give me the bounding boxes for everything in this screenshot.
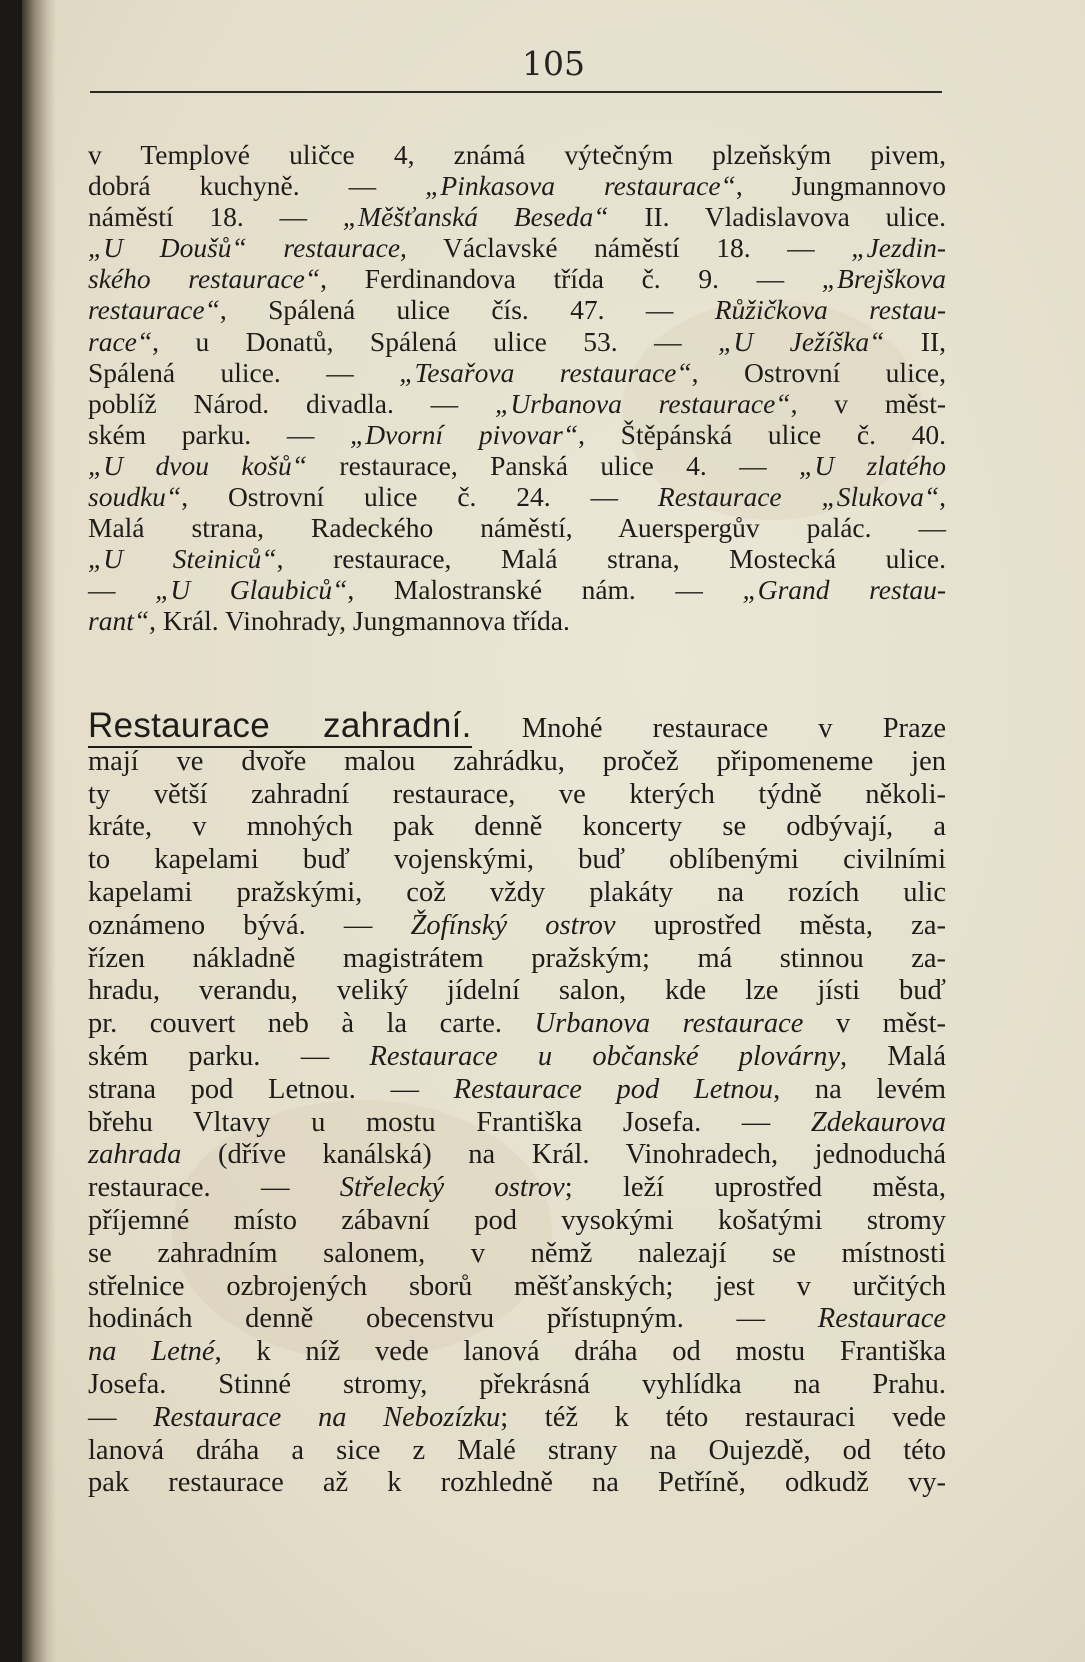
text-run: lanová dráha a sice z Malé strany na Oujezdě, od této	[88, 1434, 946, 1466]
text-run: (dříve kanálská) na Král. Vinohradech, jednoduchá	[181, 1139, 946, 1171]
text-run: hodinách denně obecenstvu přístupným. —	[88, 1303, 818, 1335]
italic-name: rant“	[88, 605, 150, 637]
text-line	[88, 326, 946, 357]
text-run: ském parku. —	[88, 1040, 370, 1072]
text-run: , Štěpánská ulice č. 40.	[578, 418, 947, 450]
text-run: uprostřed města, za-	[615, 909, 946, 941]
text-line	[88, 1008, 946, 1041]
text-run: řízen nákladně magistrátem pražským; má stinnou za-	[88, 942, 946, 974]
text-line	[88, 706, 946, 746]
text-run: ; též k této restauraci vede	[500, 1401, 946, 1433]
italic-name: „U Glaubiců“	[155, 574, 348, 606]
text-line	[88, 1139, 946, 1172]
italic-name: Střelecký ostrov	[339, 1172, 565, 1204]
text-line	[88, 1172, 946, 1205]
text-run: to kapelami buď vojenskými, buď oblíbenými civilními	[88, 844, 946, 876]
text-run: ském parku. —	[88, 418, 350, 450]
italic-name: „U Ježíška“	[718, 325, 885, 357]
page-number: 105	[522, 44, 585, 83]
text-line	[88, 450, 946, 481]
italic-name: Restaurace na Nebozízku	[153, 1401, 501, 1433]
italic-name: Zdekaurova	[810, 1106, 946, 1138]
text-line	[88, 574, 946, 605]
italic-name: Restaurace „Slukova“	[657, 481, 940, 513]
text-run: Mnohé restaurace v Praze	[471, 713, 946, 744]
text-line	[88, 943, 946, 976]
text-run: strana pod Letnou. —	[88, 1073, 454, 1105]
italic-name: „U Doušů“ restaurace,	[88, 232, 407, 264]
text-line	[88, 232, 946, 263]
text-run: příjemné místo zábavní pod vysokými košatými stromy	[88, 1204, 946, 1236]
text-line	[88, 1336, 946, 1369]
text-run: v Templové uličce 4, známá výtečným plzeňským pivem,	[88, 139, 946, 170]
book-page	[22, 0, 1085, 1662]
text-line	[88, 1467, 946, 1500]
text-line	[88, 201, 946, 232]
text-line	[88, 543, 946, 574]
text-run: , Ostrovní ulice,	[691, 356, 946, 388]
text-line	[88, 388, 946, 419]
text-line	[88, 1107, 946, 1140]
text-run: , Král. Vinohrady, Jungmannova třída.	[149, 605, 570, 637]
text-line	[88, 910, 946, 943]
text-run: , Malá	[840, 1040, 946, 1072]
text-run: ,	[939, 481, 946, 513]
text-run: II,	[884, 325, 946, 357]
text-run: poblíž Národ. divadla. —	[88, 387, 496, 419]
text-line	[88, 877, 946, 910]
text-line	[88, 263, 946, 294]
italic-name: „Dvorní pivovar“	[349, 418, 579, 450]
italic-name: „Brejškova	[821, 263, 946, 295]
text-line	[88, 1303, 946, 1336]
text-run: hradu, verandu, veliký jídelní salon, kde lze jísti buď	[88, 975, 946, 1007]
italic-name: „Tesařova restaurace“	[399, 356, 692, 388]
italic-name: „U dvou košů“	[88, 449, 308, 481]
text-run: Spálená ulice. —	[88, 356, 400, 388]
text-run: ; leží uprostřed města,	[564, 1172, 946, 1204]
text-run: restaurace. —	[88, 1172, 340, 1204]
text-line	[88, 294, 946, 325]
text-run: pak restaurace až k rozhledně na Petříně, odkudž vy-	[88, 1467, 946, 1499]
header-rule	[90, 91, 942, 93]
text-line	[88, 1205, 946, 1238]
text-run: , restaurace, Malá strana, Mostecká ulice.	[276, 543, 946, 575]
text-line	[88, 746, 946, 779]
italic-name: Restaurace u občanské plovárny	[369, 1040, 841, 1072]
italic-name: „Měšťanská Beseda“	[342, 201, 609, 233]
text-run: restaurace, Panská ulice 4. —	[307, 449, 800, 481]
text-line	[88, 1238, 946, 1271]
italic-name: Restaurace pod Letnou	[453, 1073, 774, 1105]
text-line	[88, 844, 946, 877]
text-run: , na levém	[773, 1073, 946, 1105]
text-line	[88, 1402, 946, 1435]
italic-name: „Jezdin-	[851, 232, 946, 264]
italic-name: restaurace“	[88, 294, 220, 326]
text-run: —	[88, 1401, 154, 1433]
text-run: —	[88, 574, 156, 606]
text-run: náměstí 18. —	[88, 201, 343, 233]
section-heading: Restaurace zahradní.	[88, 706, 472, 748]
italic-name: „U zlatého	[799, 449, 947, 481]
text-run: dobrá kuchyně. —	[88, 170, 426, 202]
text-run: kráte, v mnohých pak denně koncerty se odbývají, a	[88, 811, 946, 843]
italic-name: race“	[88, 325, 153, 357]
italic-name: zahrada	[88, 1139, 182, 1171]
text-line	[88, 512, 946, 543]
text-line	[88, 1041, 946, 1074]
text-line	[88, 975, 946, 1008]
text-run: , u Donatů, Spálená ulice 53. —	[152, 325, 719, 357]
italic-name: „Pinkasova restaurace“	[425, 170, 736, 202]
text-line	[88, 170, 946, 201]
text-line	[88, 357, 946, 388]
italic-name: ského restaurace“	[88, 263, 321, 295]
text-run: , Ostrovní ulice č. 24. —	[181, 481, 658, 513]
text-line	[88, 1271, 946, 1304]
text-run: Josefa. Stinné stromy, překrásná vyhlídka na Prahu.	[88, 1368, 946, 1400]
italic-name: „U Steiniců“	[88, 543, 277, 575]
text-line	[88, 605, 946, 636]
text-line	[88, 139, 946, 170]
garden-restaurants-paragraph	[88, 706, 947, 1500]
text-line	[88, 481, 946, 512]
italic-name: Růžičkova restau-	[714, 294, 946, 326]
text-run: , Malostranské nám. —	[347, 574, 743, 606]
italic-name: soudku“	[88, 481, 182, 513]
text-run: oznámeno bývá. —	[88, 909, 411, 941]
text-line	[88, 779, 946, 812]
text-run: se zahradním salonem, v němž nalezají se místnosti	[88, 1237, 946, 1269]
text-run: II. Vladislavova ulice.	[608, 201, 946, 233]
text-run: pr. couvert neb à la carte.	[88, 1008, 535, 1040]
italic-name: Žofínský ostrov	[410, 909, 616, 941]
text-run: ty větší zahradní restaurace, ve kterých týdně několi-	[88, 778, 946, 810]
text-run: kapelami pražskými, což vždy plakáty na rozích ulic	[88, 876, 946, 908]
text-run: v měst-	[803, 1008, 947, 1040]
text-run: , Spálená ulice čís. 47. —	[219, 294, 715, 326]
text-run: břehu Vltavy u mostu Františka Josefa. —	[88, 1106, 811, 1138]
text-run: , Ferdinandova třída č. 9. —	[320, 263, 822, 295]
text-run: mají ve dvoře malou zahrádku, pročež připomeneme jen	[88, 745, 946, 777]
book-gutter	[22, 0, 56, 1662]
text-line	[88, 1074, 946, 1107]
text-run: , Jungmannovo	[735, 170, 946, 202]
text-run: , v měst-	[790, 387, 946, 419]
text-line	[88, 419, 946, 450]
text-line	[88, 1435, 946, 1468]
italic-name: „Grand restau-	[742, 574, 946, 606]
text-line	[88, 811, 946, 844]
text-run: střelnice ozbrojených sborů měšťanských; jest v určitých	[88, 1270, 946, 1302]
italic-name: „Urbanova restaurace“	[495, 387, 791, 419]
restaurant-list-paragraph	[88, 139, 946, 637]
text-run: Václavské náměstí 18. —	[406, 232, 852, 264]
italic-name: Restaurace	[817, 1303, 946, 1335]
italic-name: na Letné	[88, 1336, 215, 1368]
text-line	[88, 1369, 946, 1402]
text-run: , k níž vede lanová dráha od mostu Františka	[214, 1336, 946, 1368]
italic-name: Urbanova restaurace	[534, 1008, 804, 1040]
text-run: Malá strana, Radeckého náměstí, Auerspergův palác. —	[88, 512, 946, 544]
